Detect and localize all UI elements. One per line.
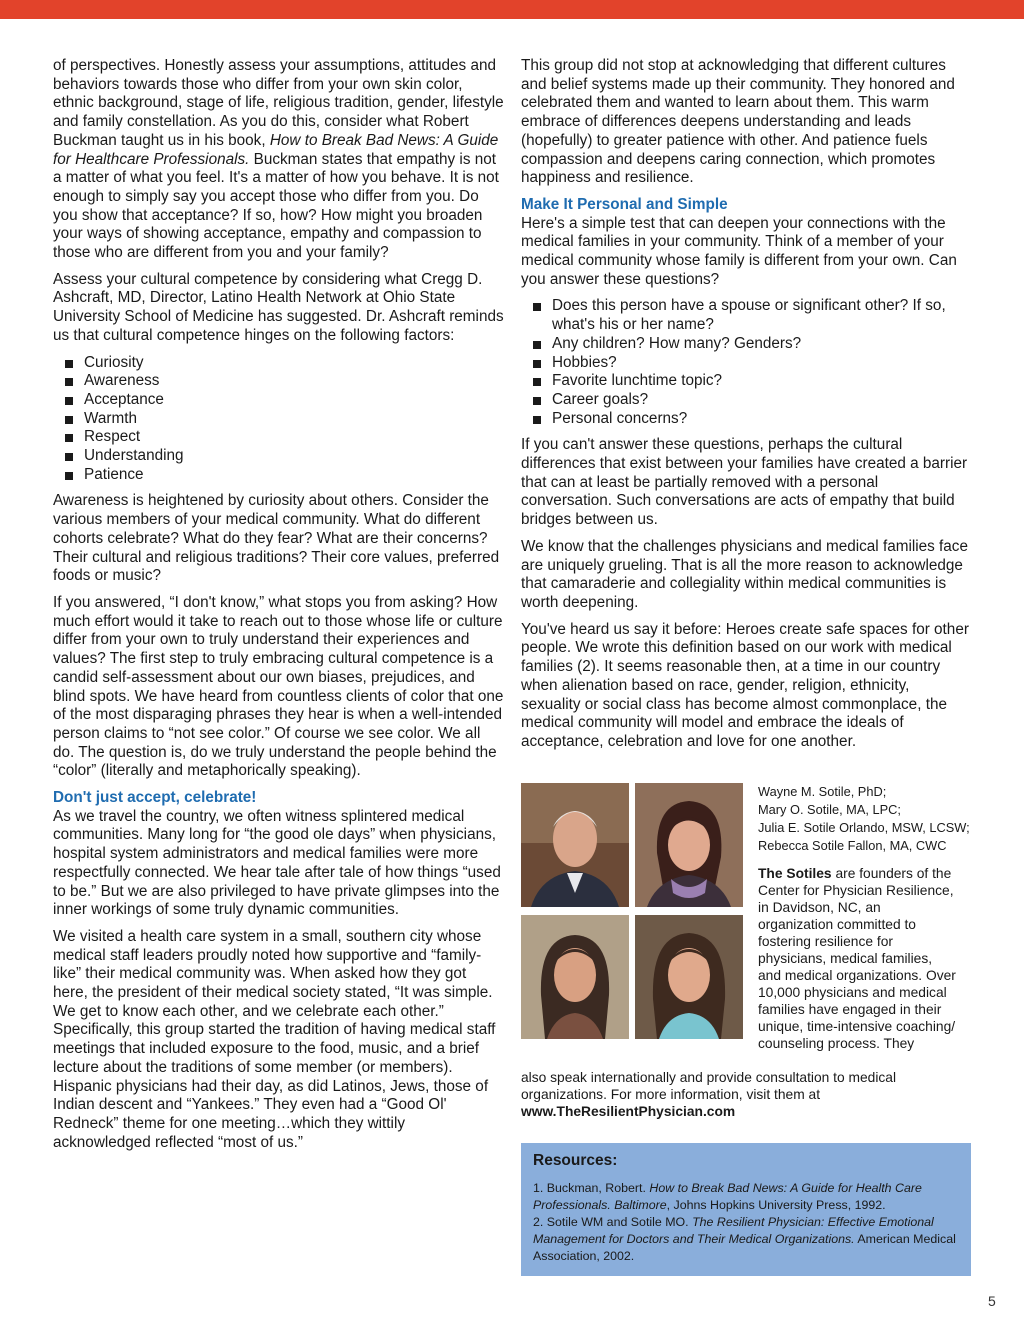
list-item: Does this person have a spouse or significant other? If so, what's his or her name? (533, 297, 971, 334)
list-item: Warmth (65, 410, 505, 429)
book-title: How to Break Bad News: A Guide for Healthcare Professionals. (53, 131, 499, 168)
paragraph: This group did not stop at acknowledging that different cultures and belief systems made up their community. They honored and celebrated them and wanted to learn about them. This warm embrace of differences deepens understanding and leads (hopefully) to greater patience with other. And patience fuels compassion and deepens caring connection, which promotes happiness and resilience. (521, 57, 955, 187)
paragraph: Here's a simple test that can deepen your connections with the medical families in your community. Think of a member of your medical community whose family is different from your own. Can you answer these questions? (521, 214, 957, 288)
page-number: 5 (988, 1293, 996, 1309)
list-item: Awareness (65, 372, 505, 391)
resources-title: Resources: (533, 1152, 618, 1169)
author-name: Wayne M. Sotile, PhD; (758, 784, 887, 799)
section-heading: Don't just accept, celebrate! (53, 789, 257, 807)
author-photo-rebecca (635, 915, 743, 1039)
paragraph: As we travel the country, we often witness splintered medical communities. Many long for “the good ole days” when physicians, hospital system administrators and medical families were more respectfully connected. We hear tale after tale of how things “used to be.” But we are also privileged to have private glimpses into the inner workings of some truly dynamic communities. (53, 807, 501, 919)
list-item: Favorite lunchtime topic? (533, 372, 971, 391)
paragraph: We visited a health care system in a small, southern city whose medical staff leaders proudly noted how supportive and “family-like” their medical community was. When asked how they got here, the president of their medical society stated, “It was simple. We get to know each other, and we celebrate each other.” Specifically, this group started the tradition of having medical staff meetings that included exposure to the food, music, and a brief lecture about the traditions of some member (or members). Hispanic physicians had their day, as did Latinos, Jews, those of Indian descent and “Yankees.” They even had a “Good Ol' Redneck” theme for one meeting…which they wittily acknowledged reflected “most of us.” (53, 927, 496, 1151)
list-item: Career goals? (533, 391, 971, 410)
paragraph: If you answered, “I don't know,” what stops you from asking? How much effort would it take to reach out to those whose life or culture differ from your own to truly understand their experiences and values? The first step to truly embracing cultural competence is a candid self-assessment about our own biases, prejudices, and blind spots. We have heard from countless clients of color that one of the most disparaging phrases they hear is when a well-intended person claims to “not see color.” Of course we see color. We all do. The question is, do we truly understand the people behind the “color” (literally and metaphorically speaking). (53, 593, 504, 780)
paragraph: If you can't answer these questions, perhaps the cultural differences that exist between your families have created a barrier that can at least be partially removed with a personal conversation. Such conversations are acts of empathy that build bridges between us. (521, 436, 968, 529)
resources-box (521, 1143, 971, 1276)
list-item: Respect (65, 428, 505, 447)
paragraph: of perspectives. Honestly assess your assumptions, attitudes and behaviors towards those who differ from your own skin color, ethnic background, stage of life, religious tradition, gender, lifestyle and family constellation. As you do this, consider what Robert Buckman taught us in his book, How to Break Bad News: A Guide for Healthcare Professionals. Buckman states that empathy is not a matter of what you feel. It's a matter of how you behave. It is not enough to simply say you accept those who differ from you. Do you show that acceptance? If so, how? How might you broaden your ways of showing acceptance, empathy and compassion to those who are different from you and your family? (53, 57, 504, 262)
list-item: Understanding (65, 447, 505, 466)
list-item: Any children? How many? Genders? (533, 335, 971, 354)
author-photo-julia (521, 915, 629, 1039)
list-item: Acceptance (65, 391, 505, 410)
paragraph: Assess your cultural competence by considering what Cregg D. Ashcraft, MD, Director, Latino Health Network at Ohio State University School of Medicine has suggested. Dr. Ashcraft reminds us that cultural competence hinges on the following factors: (53, 270, 504, 344)
paragraph: You've heard us say it before: Heroes create safe spaces for other people. We wrote this definition based on our work with medical families (2). It seems reasonable then, at a time in our country when alienation based on race, gender, religion, ethnicity, sexuality or social class has become almost commonplace, the medical community will model and embrace the ideals of acceptance, celebration and love for one another. (521, 620, 969, 750)
top-accent-bar (0, 0, 1024, 19)
questions-list (521, 297, 971, 428)
author-photos (521, 783, 749, 1039)
author-photo-wayne (521, 783, 629, 907)
section-heading: Make It Personal and Simple (521, 195, 728, 213)
website-link[interactable]: www.TheResilientPhysician.com (521, 1104, 736, 1119)
list-item: Personal concerns? (533, 410, 971, 429)
author-photo-mary (635, 783, 743, 907)
left-column (53, 57, 505, 1160)
author-name: Rebecca Sotile Fallon, MA, CWC (758, 838, 947, 853)
list-item: Hobbies? (533, 354, 971, 373)
author-name: Julia E. Sotile Orlando, MSW, LCSW; (758, 820, 970, 835)
factors-list (53, 354, 505, 485)
author-name: Mary O. Sotile, MA, LPC; (758, 802, 901, 817)
reference-2: 2. Sotile WM and Sotile MO. The Resilient Physician: Effective Emotional Management for Doctors and Their Medical Organizations. American Medical Association, 2002. (533, 1215, 956, 1263)
author-bio-continued: also speak internationally and provide consultation to medical organizations. For more information, visit them at www.TheResilientPhysician.com (521, 1070, 897, 1119)
reference-1: 1. Buckman, Robert. How to Break Bad News: A Guide for Health Care Professionals. Baltimore, Johns Hopkins University Press, 1992. (533, 1181, 922, 1212)
right-column (521, 57, 971, 760)
author-names (758, 783, 993, 855)
author-bio: The Sotiles are founders of the Center for Physician Resilience, in Davidson, NC, an organization committed to fostering resilience for physicians, medical families, and medical organizations. Over 10,000 physicians and medical families have engaged in their unique, time-intensive coaching/ counseling process. They (758, 866, 956, 1051)
paragraph: Awareness is heightened by curiosity about others. Consider the various members of your medical community. What do different cohorts celebrate? What do they fear? What are their concerns? Their cultural and religious traditions? Their core values, preferred foods or music? (53, 492, 500, 585)
list-item: Patience (65, 466, 505, 485)
list-item: Curiosity (65, 354, 505, 373)
paragraph: We know that the challenges physicians and medical families face are uniquely grueling. That is all the more reason to acknowledge that camaraderie and collegiality within medical communities is worth deepening. (521, 537, 968, 611)
